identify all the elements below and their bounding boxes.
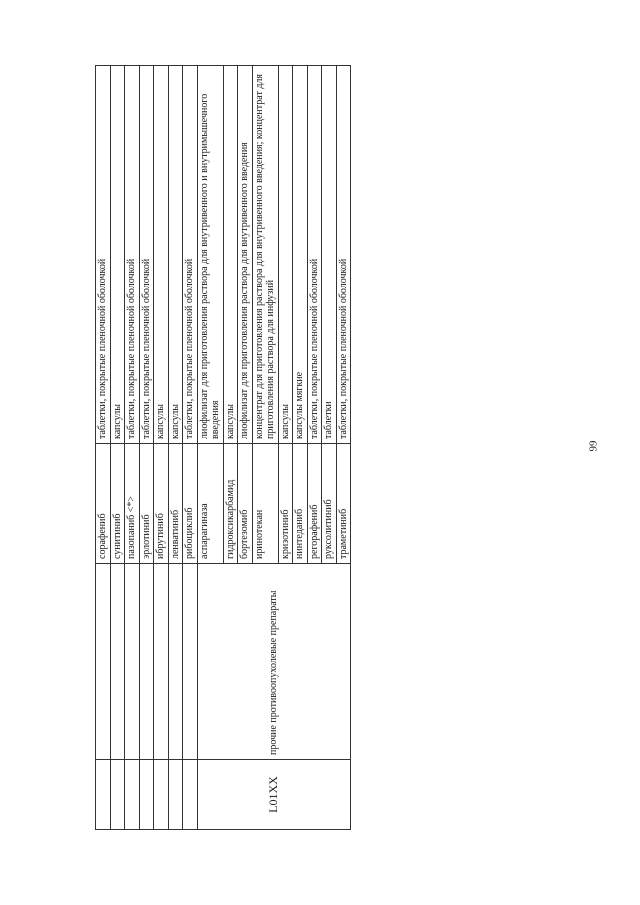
dosage-form: капсулы (223, 66, 238, 444)
drug-name: аспарагиназа (197, 444, 223, 564)
dosage-form: капсулы (110, 66, 125, 444)
dosage-form: лиофилизат для приготовления раствора для внутривенного введения (238, 66, 253, 444)
drug-name: кризотиниб (278, 444, 293, 564)
drug-table (95, 65, 351, 830)
dosage-form: таблетки, покрытые пленочной оболочкой (183, 66, 198, 444)
atc-code: L01XX (197, 760, 351, 830)
page-number: 99 (587, 440, 600, 452)
dosage-form: капсулы мягкие (293, 66, 308, 444)
drug-name: гидроксикарбамид (223, 444, 238, 564)
pharmacological-group: прочие противоопухолевые препараты (197, 564, 351, 760)
drug-name: пазопаниб <*> (125, 444, 140, 564)
table-row (197, 66, 223, 830)
drug-name: эрлотиниб (139, 444, 154, 564)
drug-name: траметиниб (336, 444, 351, 564)
drug-name: ленватиниб (168, 444, 183, 564)
table-row (139, 66, 154, 830)
table-row (125, 66, 140, 830)
table-row (183, 66, 198, 830)
table-row (154, 66, 169, 830)
drug-name: сунитиниб (110, 444, 125, 564)
dosage-form: таблетки, покрытые пленочной оболочкой (96, 66, 111, 444)
drug-name: бортезомиб (238, 444, 253, 564)
dosage-form: таблетки (322, 66, 337, 444)
dosage-form: концентрат для приготовления раствора для внутривенного введения; концентрат для приготовления раствора для инфузий (252, 66, 278, 444)
dosage-form: капсулы (168, 66, 183, 444)
drug-name: рибоциклиб (183, 444, 198, 564)
dosage-form: таблетки, покрытые пленочной оболочкой (336, 66, 351, 444)
dosage-form: таблетки, покрытые пленочной оболочкой (307, 66, 322, 444)
drug-name: нинтеданиб (293, 444, 308, 564)
table-row (168, 66, 183, 830)
dosage-form: таблетки, покрытые пленочной оболочкой (139, 66, 154, 444)
drug-name: регорафениб (307, 444, 322, 564)
dosage-form: таблетки, покрытые пленочной оболочкой (125, 66, 140, 444)
table-row (96, 66, 111, 830)
table-row (110, 66, 125, 830)
drug-name: иринотекан (252, 444, 278, 564)
dosage-form: лиофилизат для приготовления раствора для внутривенного и внутримышечного введения (197, 66, 223, 444)
dosage-form: капсулы (154, 66, 169, 444)
drug-name: сорафениб (96, 444, 111, 564)
rotated-table-container (95, 66, 440, 830)
drug-name: руксолитиниб (322, 444, 337, 564)
dosage-form: капсулы (278, 66, 293, 444)
drug-name: ибрутиниб (154, 444, 169, 564)
